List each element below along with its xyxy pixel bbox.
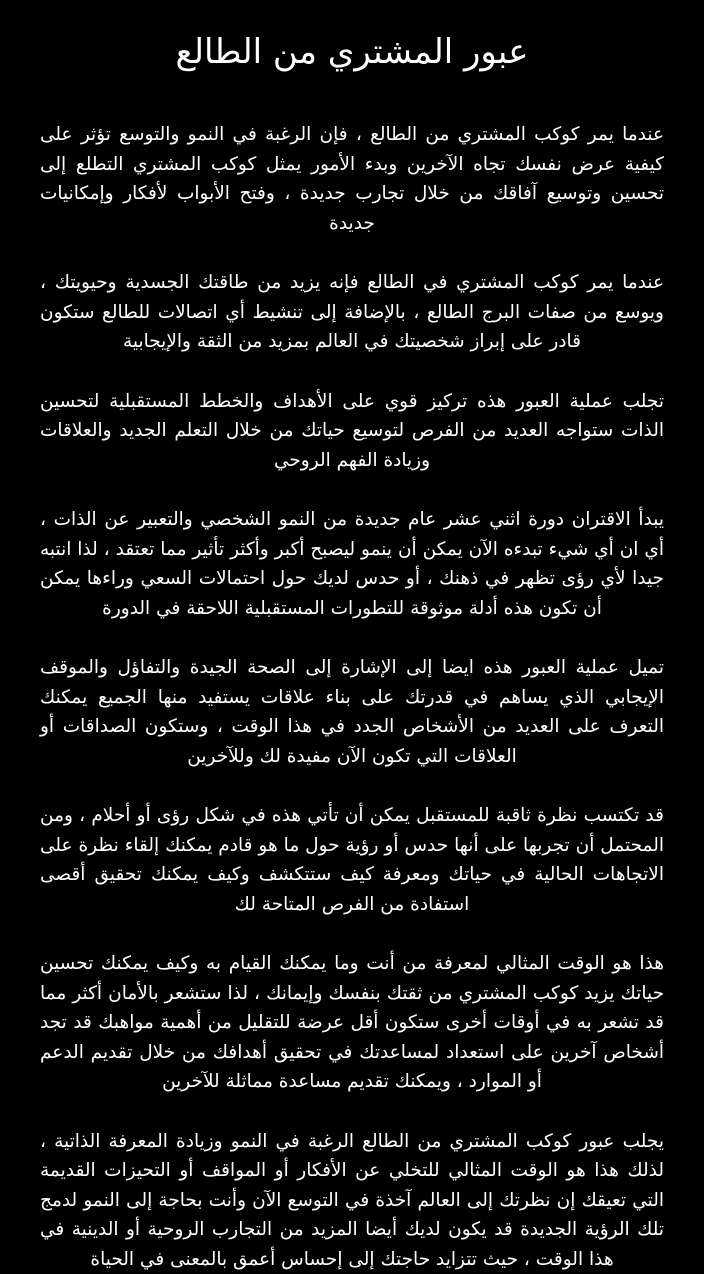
paragraph-3: تجلب عملية العبور هذه تركيز قوي على الأهداف والخطط المستقبلية لتحسين الذات ستواجه العديد من الفرص لتوسيع حياتك من خلال التعلم الجديد والعلاقات وزيادة الفهم الروحي	[40, 387, 664, 476]
paragraph-1: عندما يمر كوكب المشتري من الطالع ، فإن الرغبة في النمو والتوسع تؤثر على كيفية عرض نفسك تجاه الآخرين وبدء الأمور يمثل كوكب المشتري التطلع إلى تحسين وتوسيع آفاقك من خلال تجارب جديدة ، وفتح الأبواب لأفكار وإمكانيات جديدة	[40, 120, 664, 238]
page-title: عبور المشتري من الطالع	[40, 28, 664, 76]
paragraph-6: قد تكتسب نظرة ثاقبة للمستقبل يمكن أن تأتي هذه في شكل رؤى أو أحلام ، ومن المحتمل أن تجربها على أنها حدس أو رؤية حول ما هو قادم يمكنك إلقاء نظرة على الاتجاهات الحالية في حياتك ومعرفة كيف ستتكشف وكيف يمكنك تحقيق أقصى استفادة من الفرص المتاحة لك	[40, 801, 664, 919]
paragraph-5: تميل عملية العبور هذه ايضا إلى الإشارة إلى الصحة الجيدة والتفاؤل والموقف الإيجابي الذي يساهم في قدرتك على بناء علاقات يستفيد منها الجميع يمكنك التعرف على العديد من الأشخاص الجدد في هذا الوقت ، وستكون الصداقات أو العلاقات التي تكون الآن مفيدة لك وللآخرين	[40, 653, 664, 771]
paragraph-4: يبدأ الاقتران دورة اثني عشر عام جديدة من النمو الشخصي والتعبير عن الذات ، أي ان أي شيء تبدءه الآن يمكن أن ينمو ليصبح أكبر وأكثر تأثير مما تعتقد ، لذا انتبه جيدا لأي رؤى تظهر في ذهنك ، أو حدس لديك حول احتمالات السعي وراءها يمكن أن تكون هذه أدلة موثوقة للتطورات المستقبلية اللاحقة في الدورة	[40, 505, 664, 623]
paragraph-7: هذا هو الوقت المثالي لمعرفة من أنت وما يمكنك القيام به وكيف يمكنك تحسين حياتك يزيد كوكب المشتري من ثقتك بنفسك وإيمانك ، لذا ستشعر بالأمان أكثر مما قد تشعر به في أوقات أخرى ستكون أقل عرضة للتقليل من أهمية مواهبك قد تجد أشخاص آخرين على استعداد لمساعدتك في تحقيق أهدافك من خلال تقديم الدعم أو الموارد ، ويمكنك تقديم مساعدة مماثلة للآخرين	[40, 949, 664, 1097]
article-body	[40, 120, 664, 1274]
paragraph-8: يجلب عبور كوكب المشتري من الطالع الرغبة في النمو وزيادة المعرفة الذاتية ، لذلك هذا هو الوقت المثالي للتخلي عن الأفكار أو المواقف أو التحيزات القديمة التي تعيقك إن نظرتك إلى العالم آخذة في التوسع الآن وأنت بحاجة إلى النمو لدمج تلك الرؤية الجديدة قد يكون لديك أيضا المزيد من التجارب الروحية أو الدينية في هذا الوقت ، حيث تتزايد حاجتك إلى إحساس أعمق بالمعنى في الحياة	[40, 1127, 664, 1274]
paragraph-2: عندما يمر كوكب المشتري في الطالع فإنه يزيد من طاقتك الجسدية وحيويتك ، ويوسع من صفات البرج الطالع ، بالإضافة إلى تنشيط أي اتصالات للطالع ستكون قادر على إبراز شخصيتك في العالم بمزيد من الثقة والإيجابية	[40, 268, 664, 357]
